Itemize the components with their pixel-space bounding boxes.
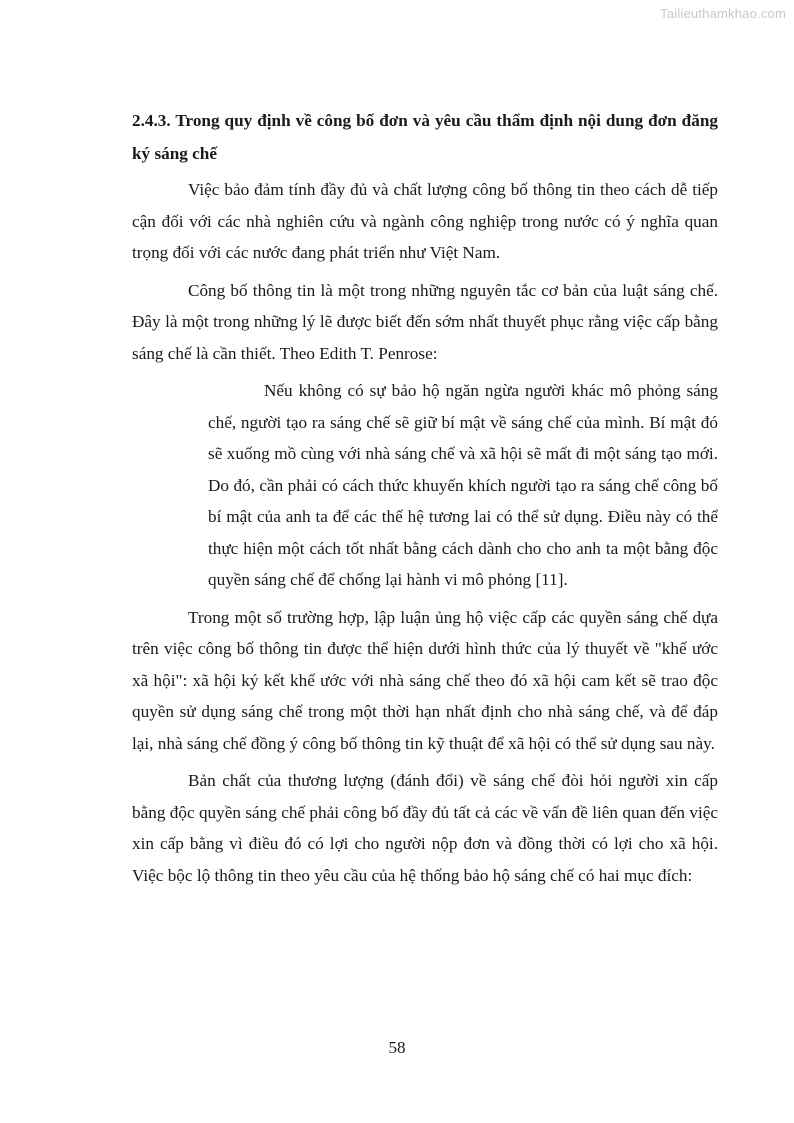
paragraph-1: Việc bảo đảm tính đầy đủ và chất lượng công bố thông tin theo cách dễ tiếp cận đối với các nhà nghiên cứu và ngành công nghiệp trong nước có ý nghĩa quan trọng đối với các nước đang phát triển như Việt Nam.	[132, 180, 718, 262]
watermark: Tailieuthamkhao.com	[660, 6, 786, 21]
block-quote: Nếu không có sự bảo hộ ngăn ngừa người khác mô phỏng sáng chế, người tạo ra sáng chế sẽ giữ bí mật về sáng chế của mình. Bí mật đó sẽ xuống mồ cùng với nhà sáng chế và xã hội sẽ mất đi một sáng tạo mới. Do đó, cần phải có cách thức khuyến khích người tạo ra sáng chế công bố bí mật của anh ta để các thế hệ tương lai có thể sử dụng. Điều này có thể thực hiện một cách tốt nhất bằng cách dành cho cho anh ta một bằng độc quyền sáng chế để chống lại hành vi mô phỏng [11].	[208, 381, 718, 589]
paragraph-2: Công bố thông tin là một trong những nguyên tắc cơ bản của luật sáng chế. Đây là một trong những lý lẽ được biết đến sớm nhất thuyết phục rằng việc cấp bằng sáng chế là cần thiết. Theo Edith T. Penrose:	[132, 280, 718, 363]
page-content	[132, 104, 718, 897]
section-heading: 2.4.3. Trong quy định về công bố đơn và yêu cầu thẩm định nội dung đơn đăng ký sáng chế	[132, 111, 718, 163]
page-number: 58	[388, 1038, 406, 1057]
paragraph-3: Trong một số trường hợp, lập luận ủng hộ việc cấp các quyền sáng chế dựa trên việc công bố thông tin được thể hiện dưới hình thức của lý thuyết về "khế ước xã hội": xã hội ký kết khế ước với nhà sáng chế theo đó xã hội cam kết sẽ trao độc quyền sử dụng sáng chế trong một thời hạn nhất định cho nhà sáng chế, và để đáp lại, nhà sáng chế đồng ý công bố thông tin kỹ thuật để xã hội có thể sử dụng sau này.	[132, 607, 718, 753]
paragraph-4: Bản chất của thương lượng (đánh đổi) về sáng chế đòi hỏi người xin cấp bằng độc quyền sáng chế phải công bố đầy đủ tất cả các về vấn đề liên quan đến việc xin cấp bằng vì điều đó có lợi cho người nộp đơn và đồng thời có lợi cho xã hội. Việc bộc lộ thông tin theo yêu cầu của hệ thống bảo hộ sáng chế có hai mục đích:	[132, 771, 718, 885]
